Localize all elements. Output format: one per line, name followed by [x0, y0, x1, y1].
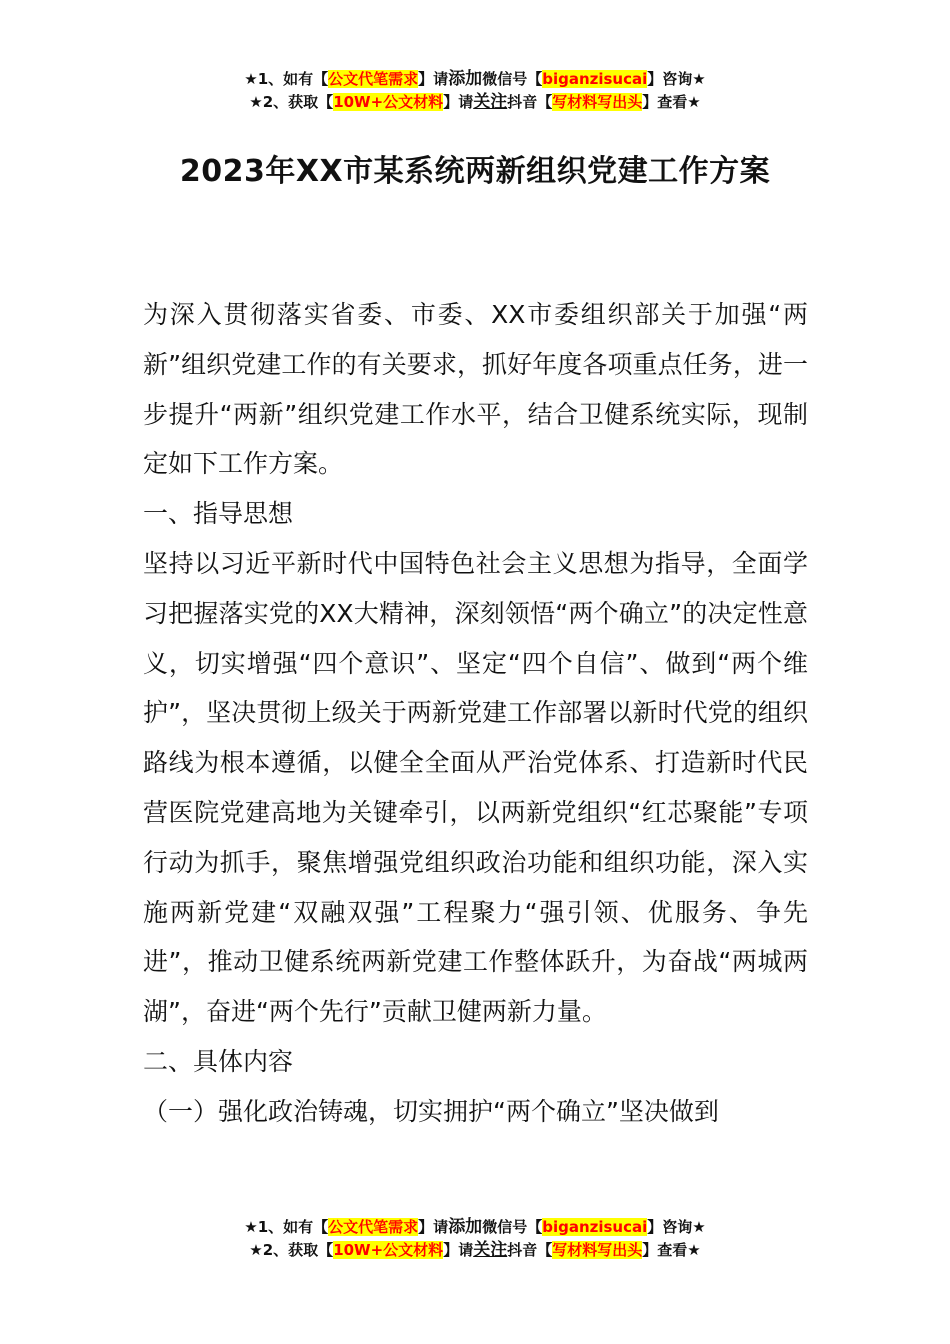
- heading-specific-content: 二、具体内容: [143, 1046, 294, 1076]
- notice-line-2: ★2、获取【10W+公文材料】请关注抖音【写材料写出头】查看★: [249, 92, 701, 112]
- highlight-service: 公文代笔需求: [328, 1218, 419, 1236]
- highlight-wechat-id: biganzisucai: [542, 1218, 648, 1236]
- notice-line-1: ★1、如有【公文代笔需求】请添加微信号【biganzisucai】咨询★: [244, 69, 706, 89]
- notice-line-2: ★2、获取【10W+公文材料】请关注抖音【写材料写出头】查看★: [249, 1240, 701, 1260]
- document-body: [143, 290, 808, 1137]
- paragraph-guiding-ideology: 坚持以习近平新时代中国特色社会主义思想为指导，全面学习把握落实党的XX大精神，深刻领悟“两个确立”的决定性意义，切实增强“四个意识”、坚定“四个自信”、做到“两个维护”，坚决贯彻上级关于两新党建工作部署以新时代党的组织路线为根本遵循，以健全全面从严治党体系、打造新时代民营医院党建高地为关键牵引，以两新党组织“红芯聚能”专项行动为抓手，聚焦增强党组织政治功能和组织功能，深入实施两新党建“双融双强”工程聚力“强引领、优服务、争先进”，推动卫健系统两新党建工作整体跃升，为奋战“两城两湖”，奋进“两个先行”贡献卫健两新力量。: [143, 548, 808, 1027]
- heading-guiding-ideology: 一、指导思想: [143, 499, 294, 529]
- footer-notice: [0, 1216, 950, 1262]
- highlight-douyin-id: 写材料写出头: [552, 93, 643, 111]
- highlight-wechat-id: biganzisucai: [542, 70, 648, 88]
- paragraph-intro: 为深入贯彻落实省委、市委、XX市委组织部关于加强“两新”组织党建工作的有关要求，抓好年度各项重点任务，进一步提升“两新”组织党建工作水平，结合卫健系统实际，现制定如下工作方案。: [143, 300, 808, 479]
- document-title: 2023年XX市某系统两新组织党建工作方案: [179, 154, 771, 189]
- highlight-materials: 10W+公文材料: [333, 93, 444, 111]
- highlight-service: 公文代笔需求: [328, 70, 419, 88]
- subheading-political: （一）强化政治铸魂，切实拥护“两个确立”坚决做到: [143, 1096, 719, 1126]
- header-notice: [0, 68, 950, 114]
- highlight-douyin-id: 写材料写出头: [552, 1241, 643, 1259]
- notice-line-1: ★1、如有【公文代笔需求】请添加微信号【biganzisucai】咨询★: [244, 1217, 706, 1237]
- highlight-materials: 10W+公文材料: [333, 1241, 444, 1259]
